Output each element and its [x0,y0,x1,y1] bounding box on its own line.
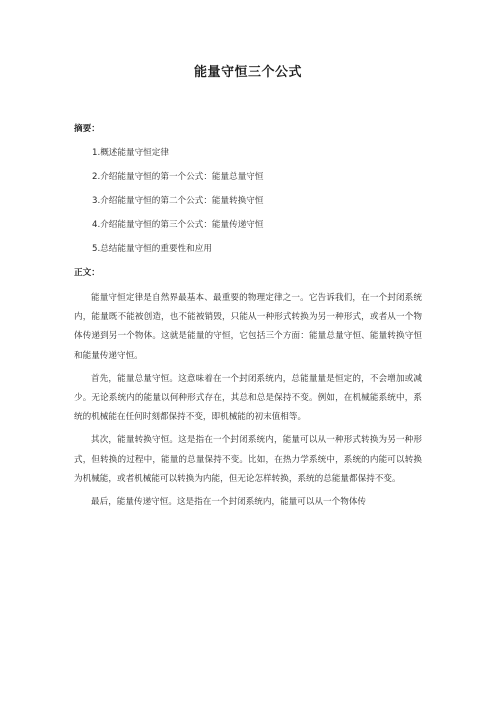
body-paragraph: 首先，能量总量守恒。这意味着在一个封闭系统内，总能量量是恒定的，不会增加或减少。无论系统内的能量以何种形式存在，其总和总是保持不变。例如，在机械能系统中，系统的机械能在任何时刻都保持不变，即机械能的初末值相等。 [74,373,422,423]
outline-item: 3.介绍能量守恒的第二个公式：能量转换守恒 [92,196,264,206]
body-paragraph: 最后，能量传递守恒。这是指在一个封闭系统内，能量可以从一个物体传 [91,497,367,508]
body-paragraph: 其次，能量转换守恒。这是指在一个封闭系统内，能量可以从一种形式转换为另一种形式，但转换的过程中，能量的总量保持不变。比如，在热力学系统中，系统的内能可以转换为机械能，或者机械能可以转换为内能，但无论怎样转换，系统的总能量都保持不变。 [74,435,422,484]
body-label: 正文： [74,268,100,278]
abstract-outline [74,146,422,256]
outline-item: 5.总结能量守恒的重要性和应用 [92,244,212,254]
outline-item: 4.介绍能量守恒的第三个公式：能量传递守恒 [92,220,264,230]
document-title: 能量守恒三个公式 [193,65,302,80]
abstract-label: 摘要： [74,124,100,134]
outline-item: 1.概述能量守恒定律 [92,148,169,158]
body-paragraph: 能量守恒定律是自然界最基本、最重要的物理定律之一。它告诉我们，在一个封闭系统内，能量既不能被创造，也不能被销毁，只能从一种形式转换为另一种形式，或者从一个物体传递到另一个物体。这就是能量的守恒，它包括三个方面：能量总量守恒、能量转换守恒和能量传递守恒。 [74,293,422,361]
outline-item: 2.介绍能量守恒的第一个公式：能量总量守恒 [92,172,264,182]
